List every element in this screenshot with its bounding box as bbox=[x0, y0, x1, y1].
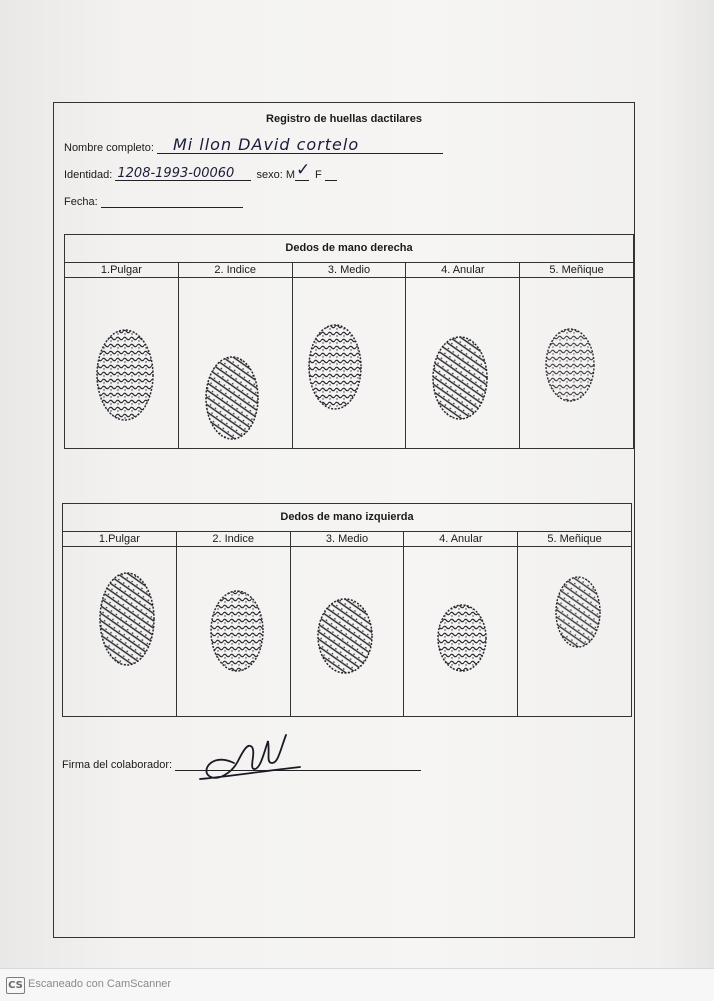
right-hand-headers bbox=[65, 263, 633, 278]
sex-m-check-icon: ✓ bbox=[295, 160, 311, 180]
left-header-ring: 4. Anular bbox=[404, 532, 518, 546]
left-header-thumb: 1.Pulgar bbox=[63, 532, 177, 546]
identity-line bbox=[115, 166, 251, 181]
right-ring-fingerprint-icon bbox=[431, 335, 489, 421]
left-header-pinky: 5. Meñique bbox=[547, 533, 602, 545]
right-ring-cell bbox=[406, 278, 520, 448]
identity-value: 1208-1993-00060 bbox=[117, 166, 235, 181]
right-header-thumb: 1.Pulgar bbox=[65, 263, 179, 277]
date-line bbox=[101, 193, 243, 208]
right-header-middle: 3. Medio bbox=[293, 263, 407, 277]
left-hand-cells bbox=[63, 547, 631, 716]
left-pinky-fingerprint-icon bbox=[554, 575, 602, 649]
right-pinky-fingerprint-icon bbox=[544, 327, 596, 403]
left-ring-fingerprint-icon bbox=[436, 603, 488, 673]
full-name-label: Nombre completo: bbox=[64, 142, 154, 154]
sex-label: sexo: bbox=[256, 169, 283, 181]
left-thumb-cell bbox=[63, 547, 177, 716]
right-index-fingerprint-icon bbox=[204, 355, 260, 441]
right-middle-fingerprint-icon bbox=[307, 323, 363, 411]
left-header-middle: 3. Medio bbox=[291, 532, 405, 546]
camscanner-logo: CS bbox=[6, 977, 25, 994]
right-hand-title: Dedos de mano derecha bbox=[65, 235, 633, 263]
left-middle-cell bbox=[291, 547, 405, 716]
sex-f-label: F bbox=[315, 169, 322, 181]
camscanner-text: Escaneado con CamScanner bbox=[28, 978, 172, 990]
date-label: Fecha: bbox=[64, 196, 98, 208]
left-pinky-cell bbox=[518, 547, 631, 716]
sex-f-line bbox=[325, 166, 337, 181]
right-header-ring: 4. Anular bbox=[406, 263, 520, 277]
right-header-pinky: 5. Meñique bbox=[549, 264, 604, 276]
left-middle-fingerprint-icon bbox=[316, 597, 374, 675]
date-field bbox=[64, 193, 243, 208]
signature-label: Firma del colaborador: bbox=[62, 759, 173, 771]
right-thumb-cell bbox=[65, 278, 179, 448]
left-index-fingerprint-icon bbox=[209, 589, 265, 673]
sex-m-label: M bbox=[285, 169, 295, 181]
full-name-value: Mi llon DAvid cortelo bbox=[172, 135, 360, 154]
signature-scribble bbox=[194, 723, 304, 785]
right-pinky-cell bbox=[520, 278, 633, 448]
identity-label: Identidad: bbox=[64, 169, 113, 181]
sex-m-line bbox=[295, 160, 311, 181]
camscanner-footer bbox=[0, 968, 714, 1001]
right-thumb-fingerprint-icon bbox=[95, 328, 155, 423]
left-thumb-fingerprint-icon bbox=[98, 571, 156, 667]
right-middle-cell bbox=[293, 278, 407, 448]
right-index-cell bbox=[179, 278, 293, 448]
full-name-field bbox=[64, 135, 443, 154]
right-hand-cells bbox=[65, 278, 633, 448]
left-hand-headers bbox=[63, 532, 631, 547]
left-header-index: 2. Indice bbox=[177, 532, 291, 546]
full-name-line bbox=[157, 135, 443, 154]
left-hand-title: Dedos de mano izquierda bbox=[63, 504, 631, 532]
right-header-index: 2. Indice bbox=[179, 263, 293, 277]
form-title: Registro de huellas dactilares bbox=[266, 113, 422, 125]
left-hand-table bbox=[62, 503, 632, 717]
identity-field bbox=[64, 160, 337, 181]
right-hand-table bbox=[64, 234, 634, 449]
fingerprint-form bbox=[53, 102, 635, 938]
left-index-cell bbox=[177, 547, 291, 716]
left-ring-cell bbox=[404, 547, 518, 716]
